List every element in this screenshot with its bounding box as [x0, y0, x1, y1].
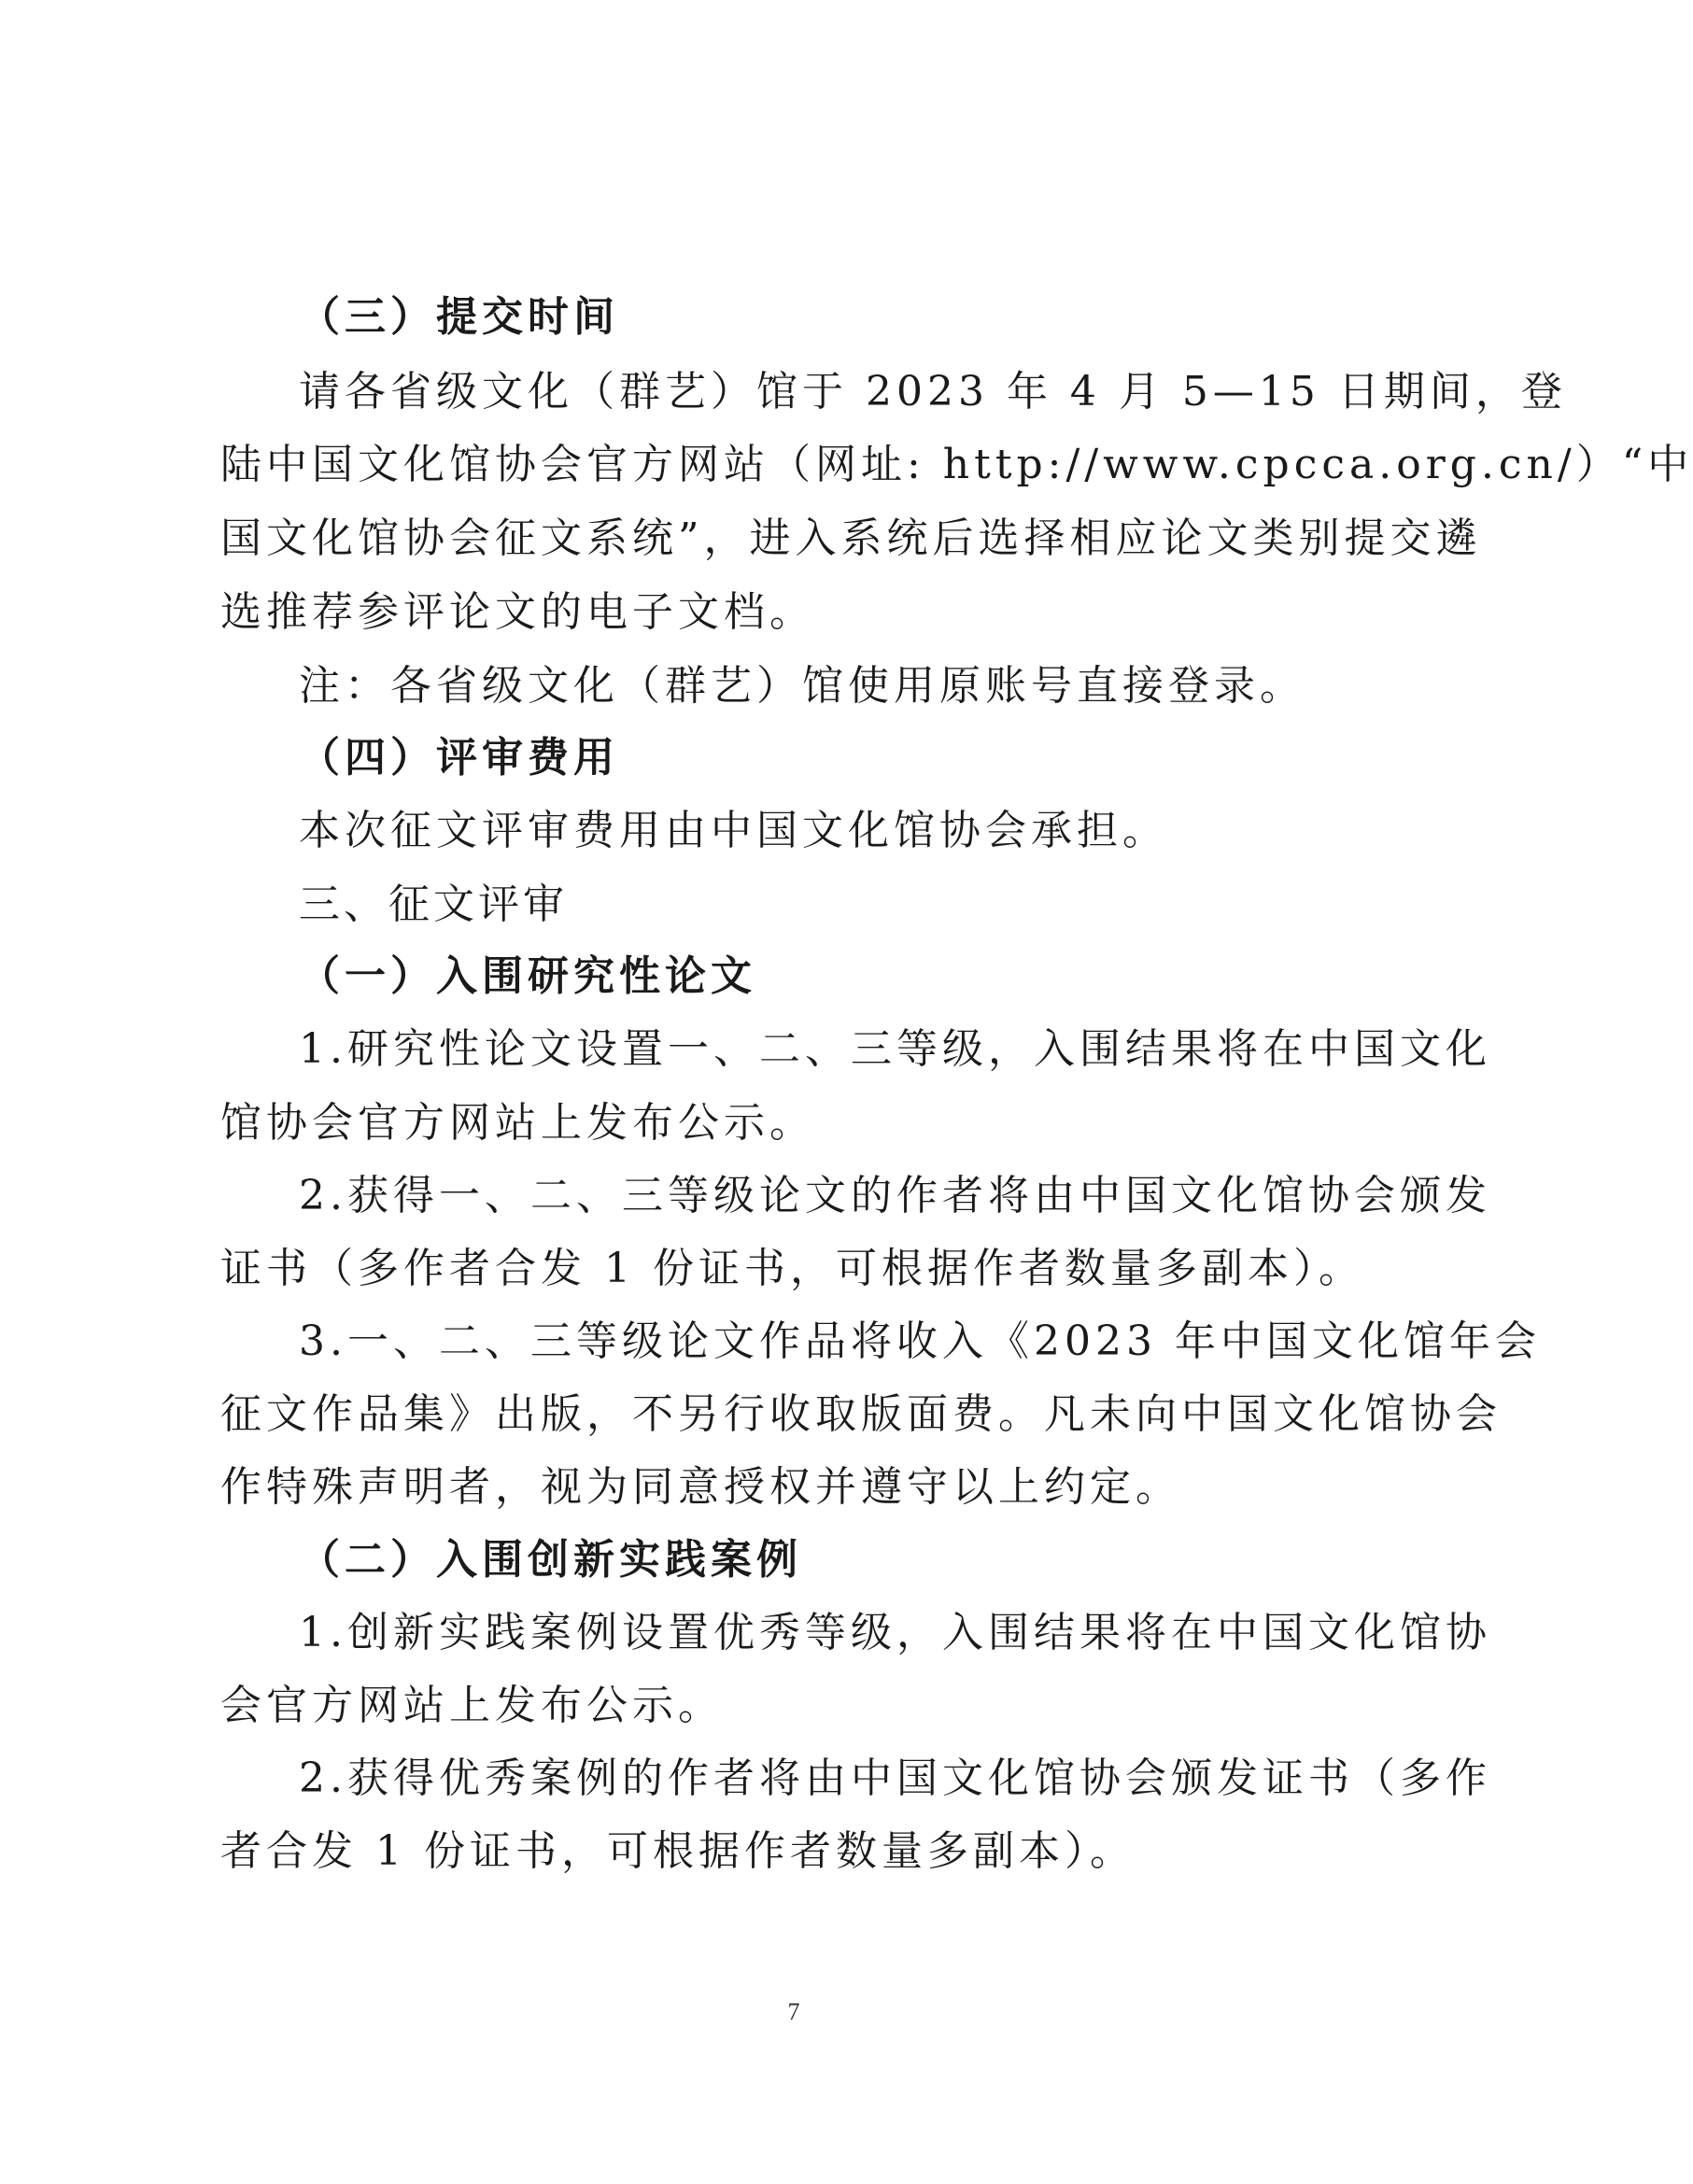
- paragraph-line: 陆中国文化馆协会官方网站（网址: http://www.cpcca.org.cn/）“中: [220, 441, 1693, 488]
- paragraph-line: 者合发 1 份证书，可根据作者数量多副本）。: [220, 1827, 1136, 1875]
- paragraph-line: 选推荐参评论文的电子文档。: [220, 588, 815, 636]
- subheading-review-fee: （四）评审费用: [299, 734, 619, 782]
- paragraph-line: 征文作品集》出版，不另行收取版面费。凡未向中国文化馆协会: [220, 1390, 1502, 1438]
- paragraph-line: 会官方网站上发布公示。: [220, 1682, 724, 1729]
- paragraph-line: 国文化馆协会征文系统”，进入系统后选择相应论文类别提交遴: [220, 514, 1482, 562]
- paragraph-line: 1.研究性论文设置一、二、三等级，入围结果将在中国文化: [299, 1025, 1491, 1073]
- subheading-research-papers: （一）入围研究性论文: [299, 952, 756, 1000]
- paragraph-line: 3.一、二、三等级论文作品将收入《2023 年中国文化馆年会: [299, 1317, 1541, 1365]
- paragraph-line: 作特殊声明者，视为同意授权并遵守以上约定。: [220, 1463, 1181, 1511]
- page-number: 7: [787, 1998, 800, 2025]
- section-heading-review: 三、征文评审: [299, 881, 568, 928]
- subheading-innovation-cases: （二）入围创新实践案例: [299, 1536, 802, 1584]
- subheading-submission-time: （三）提交时间: [299, 293, 619, 341]
- paragraph-line: 2.获得优秀案例的作者将由中国文化馆协会颁发证书（多作: [299, 1754, 1491, 1802]
- paragraph-line: 1.创新实践案例设置优秀等级，入围结果将在中国文化馆协: [299, 1609, 1491, 1656]
- paragraph-line: 本次征文评审费用由中国文化馆协会承担。: [299, 807, 1168, 854]
- paragraph-line: 2.获得一、二、三等级论文的作者将由中国文化馆协会颁发: [299, 1172, 1491, 1219]
- paragraph-line: 馆协会官方网站上发布公示。: [220, 1099, 815, 1147]
- paragraph-line: 请各省级文化（群艺）馆于 2023 年 4 月 5—15 日期间，登: [299, 368, 1567, 416]
- paragraph-line: 证书（多作者合发 1 份证书，可根据作者数量多副本）。: [220, 1245, 1364, 1292]
- note-line: 注：各省级文化（群艺）馆使用原账号直接登录。: [299, 662, 1305, 710]
